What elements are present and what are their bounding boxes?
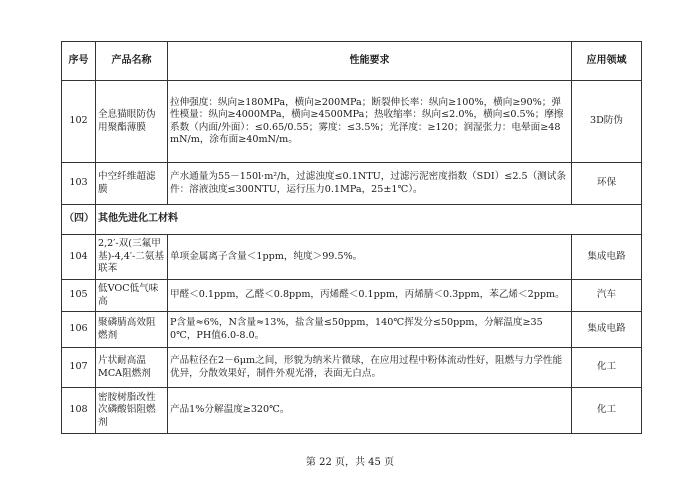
row-no: 103: [62, 163, 96, 205]
row-name: 密胺树脂改性次磷酸铝阻燃剂: [96, 388, 168, 434]
row-no: 102: [62, 81, 96, 163]
row-name: 聚磷腈高效阻燃剂: [96, 312, 168, 348]
row-spec: 甲醛＜0.1ppm，乙醛＜0.8ppm，丙烯醛＜0.1ppm，丙烯腈＜0.3ppm，苯乙烯＜2ppm。: [168, 280, 572, 312]
row-name: 全息猫眼防伪用聚酯薄膜: [96, 81, 168, 163]
row-no: 106: [62, 312, 96, 348]
row-no: 108: [62, 388, 96, 434]
section-title: 其他先进化工材料: [96, 205, 642, 235]
row-name: 中空纤维超滤膜: [96, 163, 168, 205]
row-app: 3D防伪: [572, 81, 642, 163]
row-spec: 拉伸强度：纵向≥180MPa，横向≥200MPa；断裂伸长率：纵向≥100%，横向≥90%；弹性模量：纵向≥4000MPa，横向≥4500MPa；热收缩率：纵向≤2.0%，横向≤0.5%；摩擦系数（内面/外面）：≤0.65/0.55；雾度：≤3.5%；光泽度：≥120；润湿张力：电晕面≥48mN/m，涂布面≥40mN/m。: [168, 81, 572, 163]
page-footer: 第 22 页，共 45 页: [305, 457, 395, 468]
row-spec: 产水通量为55－150l·m²/h，过滤浊度≤0.1NTU，过滤污泥密度指数（SDI）≤2.5（测试条件：溶液浊度≤300NTU，运行压力0.1MPa，25±1℃）。: [168, 163, 572, 205]
row-app: 集成电路: [572, 312, 642, 348]
product-spec-table: [61, 41, 642, 434]
table-row: [62, 81, 642, 163]
row-app: 汽车: [572, 280, 642, 312]
table-row: [62, 163, 642, 205]
section-label: （四）: [62, 205, 96, 235]
row-spec: 产品1%分解温度≥320℃。: [168, 388, 572, 434]
row-name: 片状耐高温MCA阻燃剂: [96, 348, 168, 388]
table-row: [62, 235, 642, 280]
table-header-row: [62, 42, 642, 81]
row-no: 104: [62, 235, 96, 280]
header-app: 应用领域: [572, 42, 642, 81]
table-row: [62, 312, 642, 348]
row-spec: P含量≈6%，N含量≈13%，盐含量≤50ppm，140℃挥发分≤50ppm，分解温度≥350℃，PH值6.0-8.0。: [168, 312, 572, 348]
header-spec: 性能要求: [168, 42, 572, 81]
section-row: [62, 205, 642, 235]
table-row: [62, 388, 642, 434]
row-name: 2,2′-双(三氟甲基)-4,4′-二氨基联苯: [96, 235, 168, 280]
table-row: [62, 348, 642, 388]
header-no: 序号: [62, 42, 96, 81]
row-app: 集成电路: [572, 235, 642, 280]
row-app: 环保: [572, 163, 642, 205]
row-app: 化工: [572, 348, 642, 388]
row-name: 低VOC低气味高: [96, 280, 168, 312]
row-spec: 单项金属离子含量＜1ppm，纯度＞99.5%。: [168, 235, 572, 280]
row-no: 105: [62, 280, 96, 312]
header-name: 产品名称: [96, 42, 168, 81]
table-row: [62, 280, 642, 312]
row-no: 107: [62, 348, 96, 388]
row-spec: 产品粒径在2－6μm之间，形貌为纳米片微球，在应用过程中粉体流动性好，阻燃与力学性能优异，分散效果好，制件外观光滑，表面无白点。: [168, 348, 572, 388]
row-app: 化工: [572, 388, 642, 434]
